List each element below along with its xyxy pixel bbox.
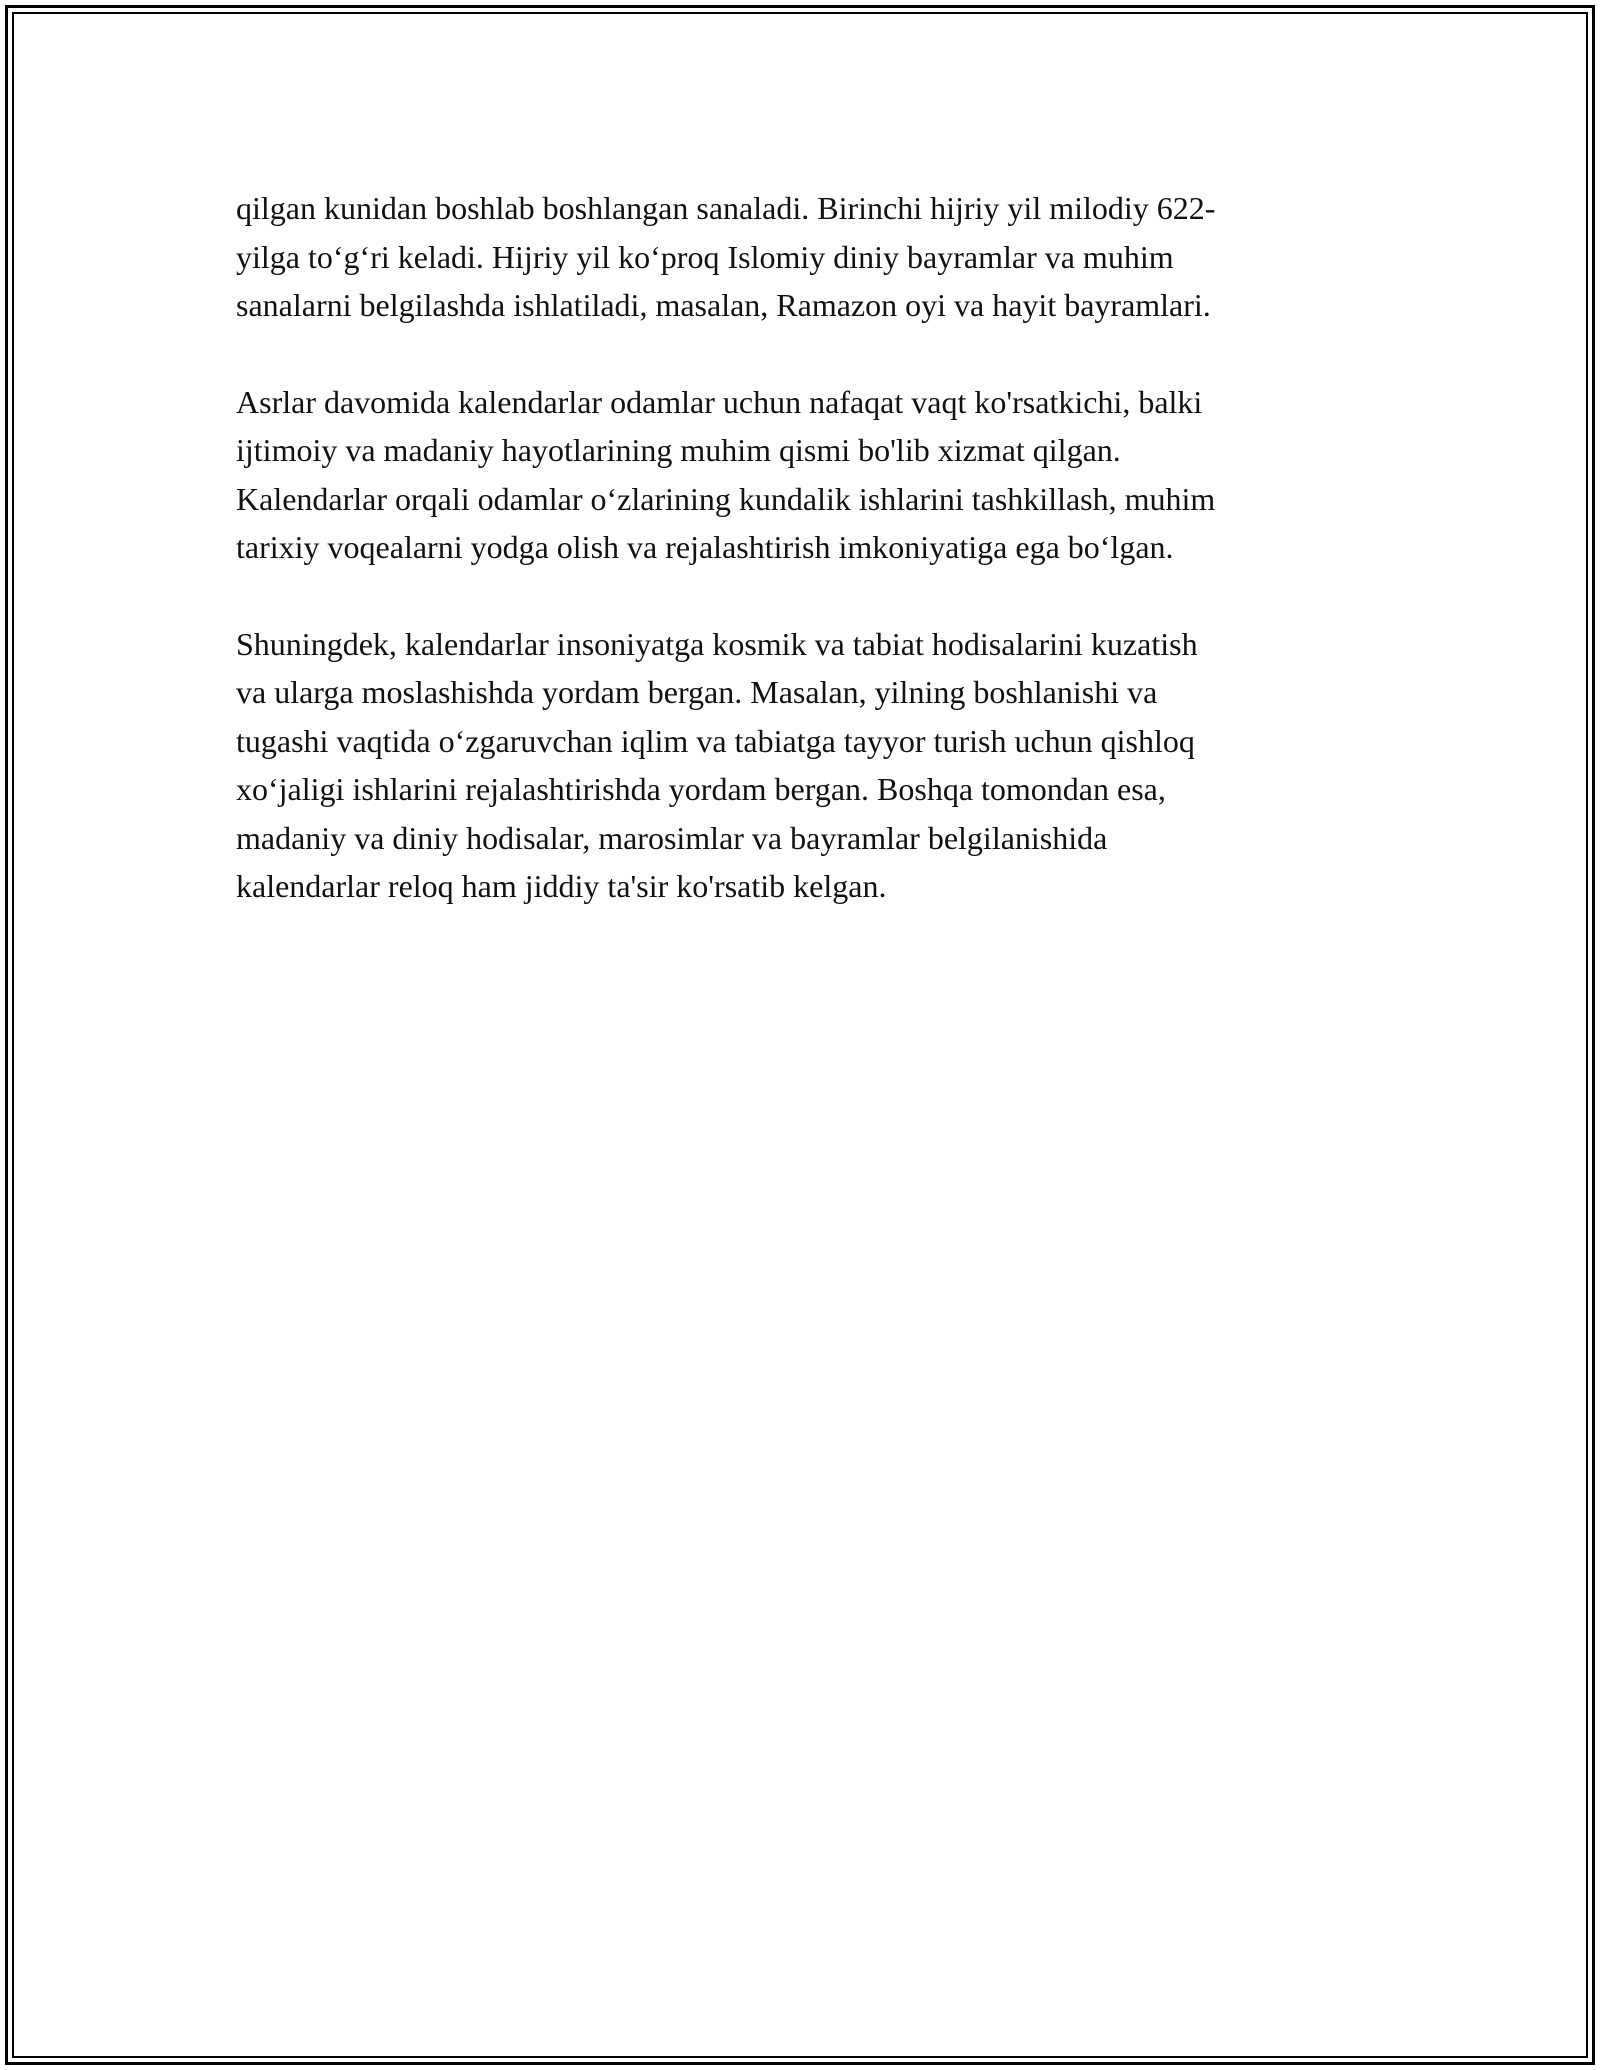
text-line: kalendarlar reloq ham jiddiy ta'sir ko'rsatib kelgan.: [236, 868, 887, 904]
text-line: tugashi vaqtida o‘zgaruvchan iqlim va tabiatga tayyor turish uchun qishloq: [236, 722, 1195, 759]
text-line: Shuningdek, kalendarlar insoniyatga kosmik va tabiat hodisalarini kuzatish: [236, 625, 1198, 662]
text-line: madaniy va diniy hodisalar, marosimlar va bayramlar belgilanishida: [236, 819, 1108, 856]
document-body: [236, 184, 1376, 959]
paragraph-1: [236, 184, 1376, 330]
paragraph-2: [236, 378, 1376, 572]
text-line: Asrlar davomida kalendarlar odamlar uchun nafaqat vaqt ko'rsatkichi, balki: [236, 383, 1203, 420]
paragraph-3: [236, 620, 1376, 911]
text-line: xo‘jaligi ishlarini rejalashtirishda yordam bergan. Boshqa tomondan esa,: [236, 771, 1166, 807]
text-line: ijtimoiy va madaniy hayotlarining muhim qismi bo'lib xizmat qilgan.: [236, 432, 1121, 468]
text-line: sanalarni belgilashda ishlatiladi, masalan, Ramazon oyi va hayit bayramlari.: [236, 287, 1211, 323]
text-line: yilga to‘g‘ri keladi. Hijriy yil ko‘proq Islomiy diniy bayramlar va muhim: [236, 238, 1174, 275]
text-line: Kalendarlar orqali odamlar o‘zlarining kundalik ishlarini tashkillash, muhim: [236, 480, 1216, 517]
text-line: tarixiy voqealarni yodga olish va rejalashtirish imkoniyatiga ega bo‘lgan.: [236, 529, 1174, 565]
text-line: qilgan kunidan boshlab boshlangan sanaladi. Birinchi hijriy yil milodiy 622-: [236, 190, 1216, 226]
text-line: va ularga moslashishda yordam bergan. Masalan, yilning boshlanishi va: [236, 674, 1158, 710]
